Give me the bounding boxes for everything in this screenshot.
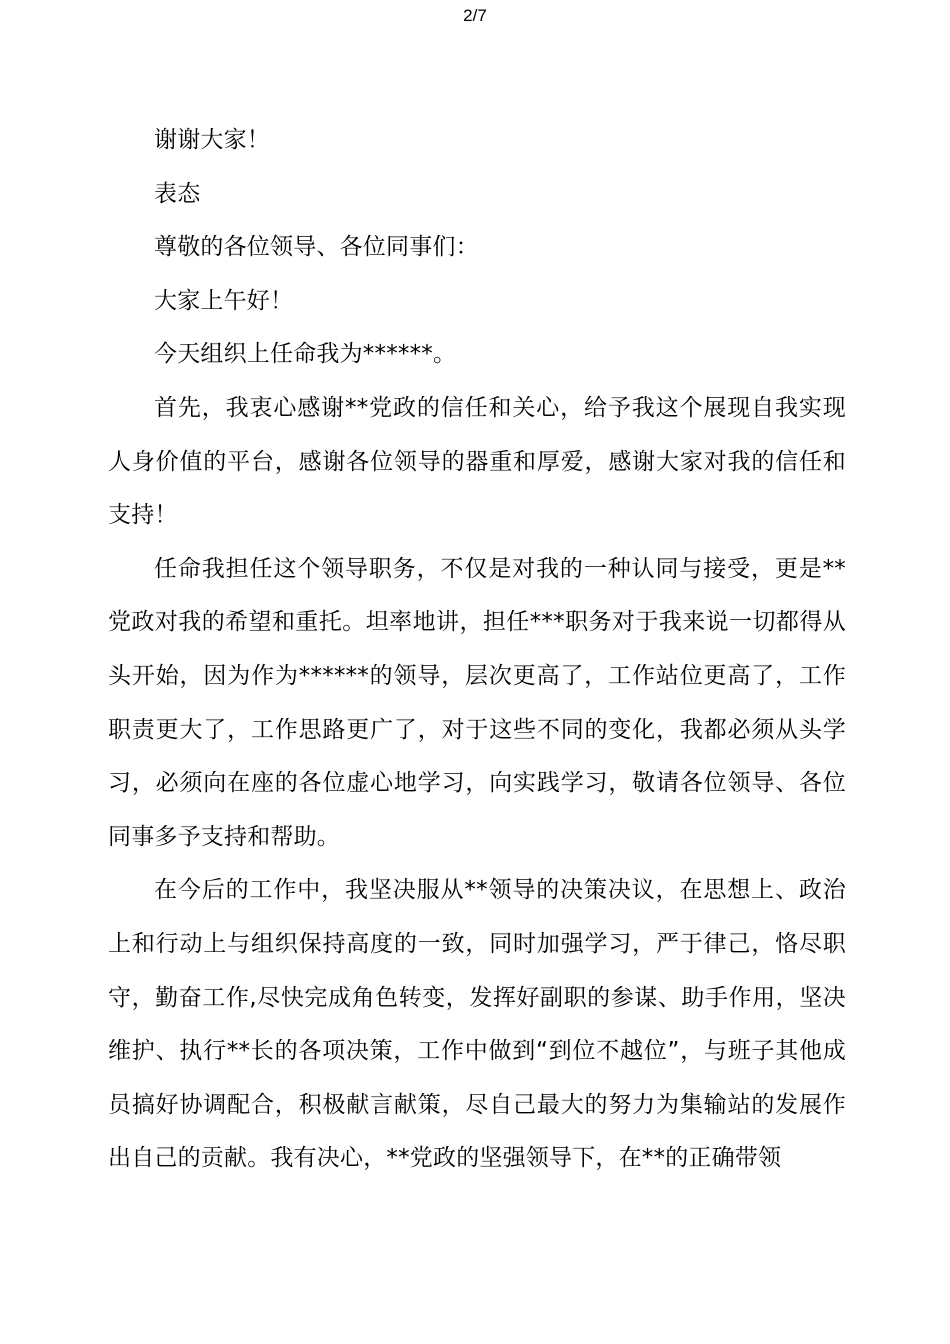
paragraph-commitment: 在今后的工作中，我坚决服从**领导的决策决议，在思想上、政治上和行动上与组织保持高度的一致，同时加强学习，严于律己，恪尽职守，勤奋工作,尽快完成角色转变，发挥好副职的参谋、助手作用，坚决维护、执行**长的各项决策，工作中做到“到位不越位”，与班子其他成员搞好协调配合，积极献言献策，尽自己最大的努力为集输站的发展作出自己的贡献。我有决心，**党政的坚强领导下，在**的正确带领 bbox=[108, 877, 846, 1172]
page-number: 2/7 bbox=[463, 6, 487, 25]
paragraph-appointment: 今天组织上任命我为******。 bbox=[154, 341, 457, 368]
section-title: 表态 bbox=[154, 180, 201, 207]
paragraph-gratitude: 首先，我衷心感谢**党政的信任和关心，给予我这个展现自我实现人身价值的平台，感谢各位领导的器重和厚爱，感谢大家对我的信任和支持！ bbox=[108, 394, 846, 529]
greeting: 大家上午好！ bbox=[154, 287, 294, 314]
document-body bbox=[108, 114, 846, 1186]
salutation: 尊敬的各位领导、各位同事们： bbox=[154, 234, 479, 261]
paragraph-responsibility: 任命我担任这个领导职务，不仅是对我的一种认同与接受，更是**党政对我的希望和重托。坦率地讲，担任***职务对于我来说一切都得从头开始，因为作为******的领导，层次更高了，工作站位更高了，工作职责更大了，工作思路更广了，对于这些不同的变化，我都必须从头学习，必须向在座的各位虚心地学习，向实践学习，敬请各位领导、各位同事多予支持和帮助。 bbox=[108, 555, 846, 850]
closing-thanks: 谢谢大家！ bbox=[154, 127, 270, 153]
